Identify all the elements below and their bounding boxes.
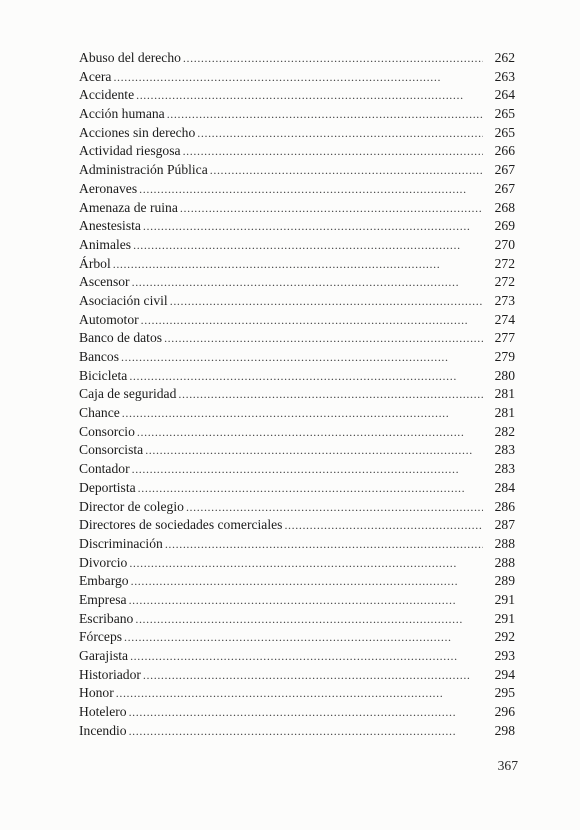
dot-leader xyxy=(136,86,483,105)
index-page-number: 293 xyxy=(494,648,515,663)
index-page-number: 279 xyxy=(494,349,515,364)
index-page-number: 272 xyxy=(494,255,515,271)
dot-leader xyxy=(116,684,483,703)
index-entry xyxy=(79,666,515,685)
index-page-number: 287 xyxy=(494,517,515,533)
dot-leader xyxy=(141,311,483,330)
index-entry xyxy=(79,610,515,629)
index-term: Aeronaves xyxy=(79,180,138,196)
index-page-number: 274 xyxy=(494,311,515,327)
index-term: Deportista xyxy=(79,479,136,495)
index-entry xyxy=(79,180,515,199)
index-term: Hotelero xyxy=(79,704,127,720)
index-term: Acera xyxy=(79,68,112,84)
index-page-number: 267 xyxy=(494,162,515,178)
index-term: Acciones sin derecho xyxy=(79,124,196,140)
index-entry xyxy=(79,535,515,554)
index-term: Chance xyxy=(79,405,120,421)
index-term: Administración Pública xyxy=(79,162,208,178)
index-term: Escribano xyxy=(79,610,134,626)
index-entry xyxy=(79,292,515,311)
index-page-number: 270 xyxy=(494,236,515,252)
index-page-number: 284 xyxy=(494,479,515,495)
index-entry xyxy=(79,647,515,666)
index-term: Empresa xyxy=(79,591,127,607)
index-term: Incendio xyxy=(79,722,127,738)
index-entry xyxy=(79,367,515,386)
index-term: Contador xyxy=(79,461,130,477)
index-term: Amenaza de ruina xyxy=(79,199,178,215)
dot-leader xyxy=(183,49,483,68)
dot-leader xyxy=(133,236,483,255)
index-entry xyxy=(79,311,515,330)
index-term: Director de colegio xyxy=(79,498,184,514)
index-page-number: 283 xyxy=(494,461,515,477)
index-term: Automotor xyxy=(79,311,139,327)
dot-leader xyxy=(210,161,483,180)
dot-leader xyxy=(131,572,483,591)
index-term: Árbol xyxy=(79,255,111,271)
index-entry xyxy=(79,329,515,348)
dot-leader xyxy=(197,124,483,143)
index-entry xyxy=(79,703,515,722)
index-page-number: 272 xyxy=(494,274,515,290)
index-page-number: 283 xyxy=(494,442,515,458)
dot-leader xyxy=(143,217,483,236)
index-page-number: 267 xyxy=(494,180,515,196)
index-page-number: 264 xyxy=(494,87,515,103)
index-term: Asociación civil xyxy=(79,292,168,308)
index-term: Consorcista xyxy=(79,442,144,458)
dot-leader xyxy=(129,591,483,610)
index-term: Actividad riesgosa xyxy=(79,143,181,159)
index-entry xyxy=(79,142,515,161)
index-page-number: 281 xyxy=(494,386,515,402)
index-entry xyxy=(79,591,515,610)
dot-leader xyxy=(130,647,483,666)
dot-leader xyxy=(143,666,483,685)
index-term: Embargo xyxy=(79,573,129,589)
index-page-number: 288 xyxy=(494,535,515,551)
index-entry xyxy=(79,460,515,479)
index-page-number: 263 xyxy=(494,68,515,84)
dot-leader xyxy=(165,535,483,554)
index-page-number: 265 xyxy=(494,106,515,122)
index-term: Discriminación xyxy=(79,535,163,551)
index-term: Ascensor xyxy=(79,274,130,290)
dot-leader xyxy=(124,628,483,647)
index-page-number: 296 xyxy=(494,704,515,720)
index-page-number: 269 xyxy=(494,218,515,234)
index-term: Consorcio xyxy=(79,423,135,439)
index-entry xyxy=(79,49,515,68)
index-page-number: 298 xyxy=(494,722,515,738)
dot-leader xyxy=(129,722,483,741)
index-entry xyxy=(79,348,515,367)
index-entry xyxy=(79,684,515,703)
index-entry xyxy=(79,86,515,105)
index-entry xyxy=(79,255,515,274)
index-entry xyxy=(79,572,515,591)
page-number: 367 xyxy=(497,758,518,773)
index-page-number: 292 xyxy=(494,629,515,645)
dot-leader xyxy=(121,348,483,367)
index-term: Divorcio xyxy=(79,554,128,570)
index-entry xyxy=(79,385,515,404)
index-entry xyxy=(79,516,515,535)
dot-leader xyxy=(137,423,483,442)
index-entry xyxy=(79,217,515,236)
dot-leader xyxy=(170,292,483,311)
dot-leader xyxy=(135,610,483,629)
index-page-number: 288 xyxy=(494,554,515,570)
dot-leader xyxy=(183,142,483,161)
index-term: Anestesista xyxy=(79,218,141,234)
dot-leader xyxy=(113,255,483,274)
index-page-number: 281 xyxy=(494,405,515,421)
index-entry xyxy=(79,554,515,573)
dot-leader xyxy=(178,385,483,404)
dot-leader xyxy=(132,460,483,479)
index-page-number: 268 xyxy=(494,199,515,215)
index-term: Honor xyxy=(79,685,114,701)
index-entry xyxy=(79,161,515,180)
index-page-number: 265 xyxy=(494,124,515,140)
index-term: Bicicleta xyxy=(79,367,128,383)
index-term: Bancos xyxy=(79,349,120,364)
index-term: Accidente xyxy=(79,87,135,103)
dot-leader xyxy=(122,404,483,423)
index-term: Directores de sociedades comerciales xyxy=(79,517,283,533)
dot-leader xyxy=(138,479,483,498)
index-page-number: 273 xyxy=(494,292,515,308)
index-page-number: 295 xyxy=(494,685,515,701)
index-term: Historiador xyxy=(79,666,141,682)
index-page-number: 262 xyxy=(494,50,515,65)
index-page-number: 291 xyxy=(494,610,515,626)
index-entry xyxy=(79,68,515,87)
index-entry xyxy=(79,423,515,442)
dot-leader xyxy=(145,441,483,460)
index-entry xyxy=(79,404,515,423)
index-entry xyxy=(79,236,515,255)
subject-index-list xyxy=(79,49,515,740)
index-entry xyxy=(79,628,515,647)
index-term: Garajista xyxy=(79,648,129,663)
index-entry xyxy=(79,273,515,292)
index-page-number: 277 xyxy=(494,330,515,346)
index-entry xyxy=(79,498,515,517)
dot-leader xyxy=(139,180,483,199)
index-term: Abuso del derecho xyxy=(79,50,181,65)
index-page-number: 286 xyxy=(494,498,515,514)
dot-leader xyxy=(180,199,483,218)
dot-leader xyxy=(132,273,483,292)
dot-leader xyxy=(113,68,483,87)
index-term: Acción humana xyxy=(79,106,165,122)
dot-leader xyxy=(129,367,483,386)
index-page-number: 294 xyxy=(494,666,515,682)
index-entry xyxy=(79,199,515,218)
index-entry xyxy=(79,722,515,741)
index-term: Caja de seguridad xyxy=(79,386,177,402)
index-term: Animales xyxy=(79,236,132,252)
index-entry xyxy=(79,105,515,124)
index-entry xyxy=(79,124,515,143)
index-page-number: 280 xyxy=(494,367,515,383)
dot-leader xyxy=(186,498,483,517)
index-page-number: 266 xyxy=(494,143,515,159)
dot-leader xyxy=(167,105,483,124)
dot-leader xyxy=(129,554,483,573)
dot-leader xyxy=(129,703,483,722)
index-page-number: 282 xyxy=(494,423,515,439)
index-term: Fórceps xyxy=(79,629,123,645)
dot-leader xyxy=(164,329,483,348)
index-page-number: 289 xyxy=(494,573,515,589)
index-term: Banco de datos xyxy=(79,330,163,346)
dot-leader xyxy=(284,516,483,535)
index-page-number: 291 xyxy=(494,591,515,607)
index-entry xyxy=(79,479,515,498)
index-entry xyxy=(79,441,515,460)
